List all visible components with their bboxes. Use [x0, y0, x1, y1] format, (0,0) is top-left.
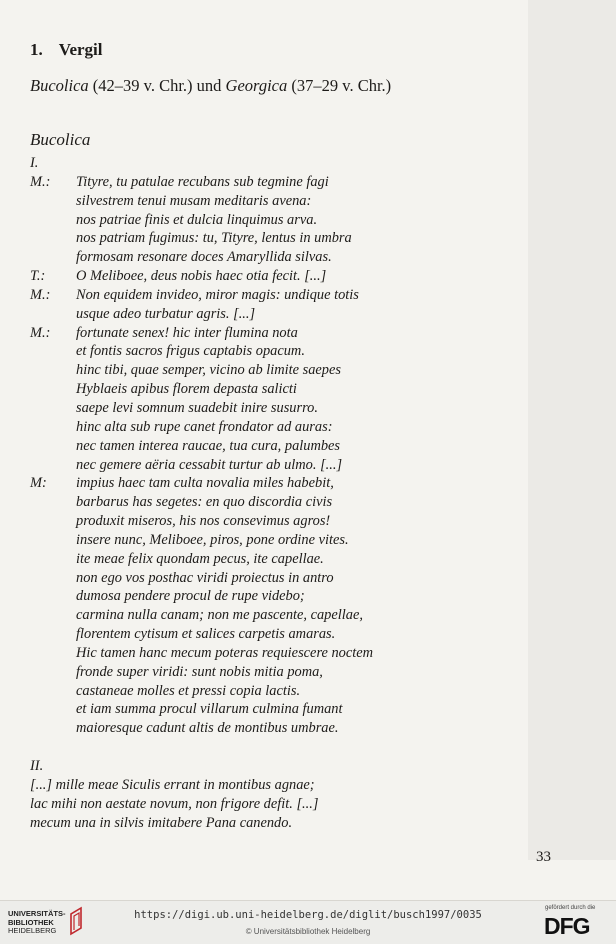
speaker-label — [30, 437, 76, 456]
speaker-label — [30, 644, 76, 663]
verse-text: silvestrem tenui musam meditaris avena: — [76, 192, 312, 209]
verse-line — [30, 550, 510, 569]
verse-line — [30, 418, 510, 437]
speaker-label — [30, 493, 76, 512]
speaker-label — [30, 682, 76, 701]
speaker-label — [30, 606, 76, 625]
verse-text: fronde super viridi: sunt nobis mitia poma, — [76, 663, 323, 680]
verse-text: produxit miseros, his nos consevimus agros! — [76, 513, 331, 530]
verse-text: formosam resonare doces Amaryllida silvas. — [76, 249, 332, 266]
verse-text: barbarus has segetes: en quo discordia civis — [76, 494, 333, 511]
verse-line — [30, 342, 510, 361]
verse-line — [30, 569, 510, 588]
verse-line — [30, 192, 510, 211]
verse-line — [30, 663, 510, 682]
verse-line: lac mihi non aestate novum, non frigore defit. [...] — [30, 795, 319, 812]
verse-line — [30, 267, 510, 286]
speaker-label — [30, 380, 76, 399]
verse-line — [30, 380, 510, 399]
verse-text: O Meliboee, deus nobis haec otia fecit. [...] — [76, 268, 327, 285]
verse-text: ite meae felix quondam pecus, ite capellae. — [76, 550, 324, 567]
chapter-heading — [30, 40, 103, 60]
speaker-label — [30, 342, 76, 361]
verse-line — [30, 719, 510, 738]
library-logo: UNIVERSITÄTS- BIBLIOTHEK HEIDELBERG — [8, 909, 66, 935]
eclogue-label: I. — [30, 155, 39, 171]
speaker-label — [30, 192, 76, 211]
chapter-title: Vergil — [58, 40, 103, 59]
verse-text: nec gemere aëria cessabit turtur ab ulmo. [...] — [76, 456, 343, 473]
speaker-label — [30, 569, 76, 588]
verse-text: dumosa pendere procul de rupe videbo; — [76, 588, 305, 605]
dates-bucolica: (42–39 v. Chr.) und — [88, 76, 226, 95]
digitization-footer — [0, 900, 616, 944]
verse-line — [30, 211, 510, 230]
verse-line — [30, 682, 510, 701]
chapter-number: 1. — [30, 40, 43, 59]
speaker-label: M.: — [30, 286, 51, 303]
speaker-label — [30, 399, 76, 418]
speaker-label — [30, 700, 76, 719]
speaker-label: T.: — [30, 268, 46, 285]
verse-text: et fontis sacros frigus captabis opacum. — [76, 343, 305, 360]
verse-line — [30, 173, 510, 192]
verse-text: Hyblaeis apibus florem depasta salicti — [76, 381, 297, 398]
speaker-label: M.: — [30, 324, 51, 341]
verse-text: Tityre, tu patulae recubans sub tegmine fagi — [76, 173, 329, 190]
verse-text: castaneae molles et pressi copia lactis. — [76, 682, 301, 699]
work-title-georgica: Georgica — [225, 76, 288, 95]
eclogue-label: II. — [30, 758, 44, 774]
verse-text: non ego vos posthac viridi proiectus in antro — [76, 569, 334, 586]
speaker-label: M.: — [30, 173, 51, 190]
speaker-label — [30, 719, 76, 738]
verse-text: et iam summa procul villarum culmina fumant — [76, 701, 343, 718]
verse-text: nos patriae finis et dulcia linquimus arva. — [76, 211, 318, 228]
verse-line — [30, 305, 510, 324]
verse-line — [30, 531, 510, 550]
copyright-notice: © Universitätsbibliothek Heidelberg — [245, 927, 371, 936]
verse-line — [30, 587, 510, 606]
work-title-bucolica: Bucolica — [30, 76, 89, 95]
verse-line — [30, 399, 510, 418]
verse-line — [30, 625, 510, 644]
speaker-label — [30, 456, 76, 475]
speaker-label — [30, 248, 76, 267]
speaker-label — [30, 550, 76, 569]
verse-line — [30, 644, 510, 663]
speaker-label: M: — [30, 475, 47, 492]
verse-line — [30, 248, 510, 267]
stanza-gap — [30, 738, 510, 757]
dates-georgica: (37–29 v. Chr.) — [287, 76, 392, 95]
permalink-url[interactable]: https://digi.ub.uni-heidelberg.de/diglit/busch1997/0035 — [134, 909, 482, 921]
speaker-label — [30, 625, 76, 644]
verse-line — [30, 474, 510, 493]
speaker-label — [30, 211, 76, 230]
verse-line — [30, 700, 510, 719]
verse-line — [30, 229, 510, 248]
verse-line — [30, 361, 510, 380]
verse-line — [30, 493, 510, 512]
verse-line — [30, 606, 510, 625]
funding-note: gefördert durch die — [545, 905, 596, 911]
verse-text: nec tamen interea raucae, tua cura, palumbes — [76, 437, 341, 454]
verse-text: impius haec tam culta novalia miles habebit, — [76, 475, 334, 492]
verse-text: nos patriam fugimus: tu, Tityre, lentus in umbra — [76, 230, 352, 247]
speaker-label — [30, 663, 76, 682]
speaker-label — [30, 305, 76, 324]
poem-text — [30, 154, 510, 832]
verse-text: Non equidem invideo, miror magis: undique totis — [76, 286, 359, 303]
speaker-label — [30, 361, 76, 380]
verse-text: hinc tibi, quae semper, vicino ab limite saepes — [76, 362, 341, 379]
verse-line — [30, 437, 510, 456]
verse-text: florentem cytisum et salices carpetis amaras. — [76, 626, 336, 643]
verse-text: saepe levi somnum suadebit inire susurro. — [76, 399, 318, 416]
speaker-label — [30, 418, 76, 437]
verse-text: hinc alta sub rupe canet frondator ad auras: — [76, 418, 333, 435]
verse-text: usque adeo turbatur agris. [...] — [76, 305, 256, 322]
page-number: 33 — [536, 849, 551, 865]
verse-text: carmina nulla canam; non me pascente, capellae, — [76, 607, 363, 624]
verse-line: mecum una in silvis imitabere Pana canendo. — [30, 814, 293, 831]
bleed-through-shadow — [528, 0, 616, 860]
speaker-label — [30, 229, 76, 248]
speaker-label — [30, 512, 76, 531]
dfg-logo: DFG — [544, 913, 590, 939]
chapter-subtitle — [30, 76, 391, 96]
speaker-label — [30, 531, 76, 550]
verse-line: [...] mille meae Siculis errant in montibus agnae; — [30, 776, 315, 793]
section-title: Bucolica — [30, 130, 91, 149]
verse-text: insere nunc, Meliboee, piros, pone ordine vites. — [76, 531, 349, 548]
speaker-label — [30, 587, 76, 606]
verse-line — [30, 286, 510, 305]
verse-text: Hic tamen hanc mecum poteras requiescere noctem — [76, 644, 374, 661]
verse-line — [30, 324, 510, 343]
verse-text: maioresque cadunt altis de montibus umbrae. — [76, 720, 339, 737]
verse-text: fortunate senex! hic inter flumina nota — [76, 324, 298, 341]
verse-line — [30, 456, 510, 475]
verse-line — [30, 512, 510, 531]
